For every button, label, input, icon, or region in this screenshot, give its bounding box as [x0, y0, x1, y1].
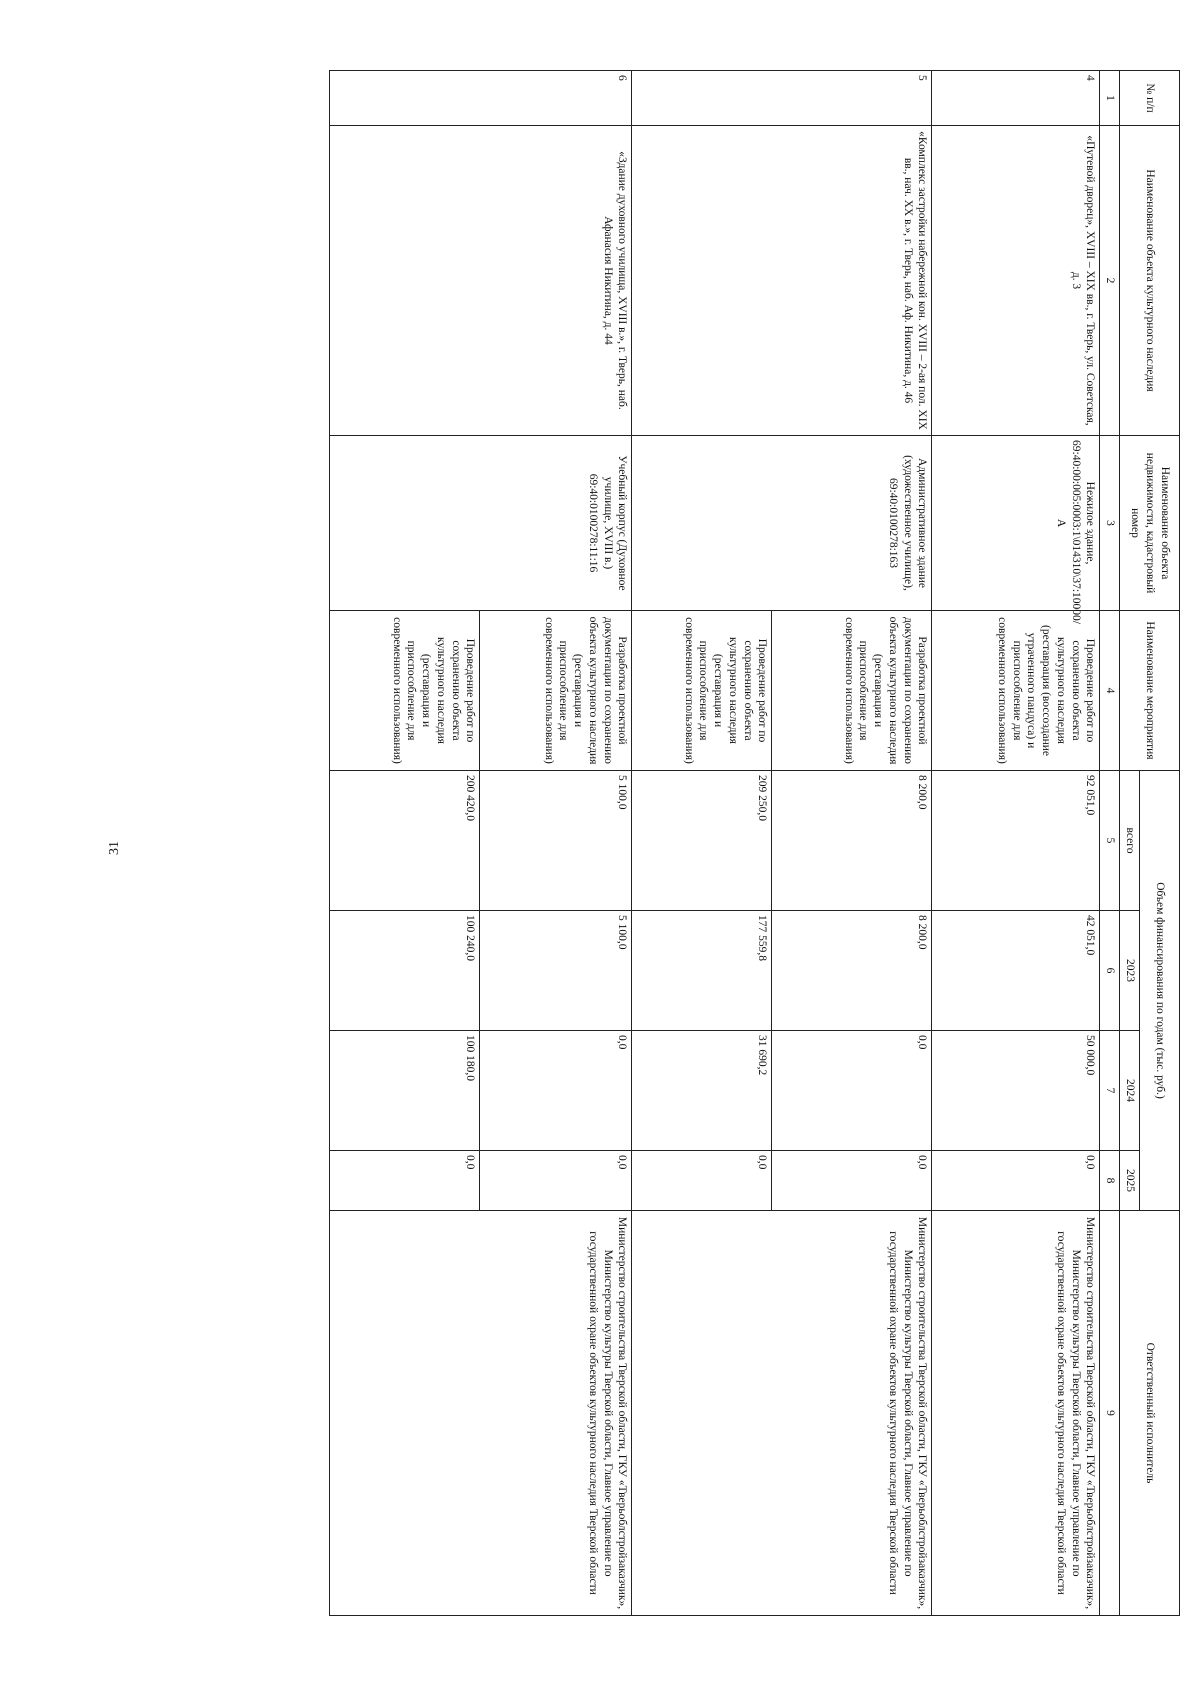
row-number: 6	[330, 71, 632, 126]
object-name: «Комплекс застройки набережной кон. XVIII – 2-ая пол. XIX вв., нач. XX в.», г. Тверь, наб. Аф. Никитина, д. 46	[632, 126, 932, 436]
executor: Министерство строительства Тверской области, ГКУ «Тверьоблстройзаказчик», Министерство культуры Тверской области, Главное управление по государственной охране объектов культурного наследия Тверской области	[632, 1211, 932, 1616]
amount-2025: 0,0	[932, 1151, 1100, 1211]
row-number: 5	[632, 71, 932, 126]
document-sheet	[170, 70, 1180, 1615]
amount-total: 92 051,0	[932, 771, 1100, 911]
amount-2025: 0,0	[772, 1151, 932, 1211]
header-property: Наименование объекта недвижимости, кадастровый номер	[1120, 436, 1180, 611]
amount-2024: 0,0	[772, 1031, 932, 1151]
amount-total: 200 420,0	[330, 771, 480, 911]
header-2023: 2023	[1120, 911, 1140, 1031]
index-cell: 2	[1100, 126, 1120, 436]
event-name: Разработка проектной документации по сохранению объекта культурного наследия (реставрация и приспособление для современного использования)	[772, 611, 932, 771]
amount-2023: 177 559,8	[632, 911, 772, 1031]
amount-2023: 5 100,0	[480, 911, 632, 1031]
amount-2025: 0,0	[632, 1151, 772, 1211]
object-name: «Здание духовного училища, XVIII в.», г. Тверь, наб. Афанасия Никитина, д. 44	[330, 126, 632, 436]
header-executor: Ответственный исполнитель	[1120, 1211, 1180, 1616]
page-number: 31	[107, 841, 122, 855]
property-name: Нежилое здание, 69:40:00:005:0003:1\014310\37:10000/А	[932, 436, 1100, 611]
header-2024: 2024	[1120, 1031, 1140, 1151]
header-event: Наименование мероприятия	[1120, 611, 1180, 771]
index-cell: 4	[1100, 611, 1120, 771]
object-name: «Путевой дворец», XVIII – XIX вв., г. Тверь, ул. Советская, д. 3	[932, 126, 1100, 436]
event-name: Проведение работ по сохранению объекта культурного наследия (реставрация и приспособление для современного использования)	[330, 611, 480, 771]
amount-total: 8 200,0	[772, 771, 932, 911]
amount-2025: 0,0	[330, 1151, 480, 1211]
amount-total: 5 100,0	[480, 771, 632, 911]
executor: Министерство строительства Тверской области, ГКУ «Тверьоблстройзаказчик», Министерство культуры Тверской области, Главное управление по государственной охране объектов культурного наследия Тверской области	[330, 1211, 632, 1616]
table-row	[932, 71, 1100, 1616]
index-cell: 3	[1100, 436, 1120, 611]
header-finance: Объем финансирования по годам (тыс. руб.)	[1140, 771, 1180, 1211]
table-row	[480, 71, 632, 1616]
financing-table	[329, 70, 1180, 1616]
amount-2024: 0,0	[480, 1031, 632, 1151]
index-cell: 9	[1100, 1211, 1120, 1616]
amount-2025: 0,0	[480, 1151, 632, 1211]
header-2025: 2025	[1120, 1151, 1140, 1211]
header-num: № п/п	[1120, 71, 1180, 126]
row-number: 4	[932, 71, 1100, 126]
amount-2023: 42 051,0	[932, 911, 1100, 1031]
amount-2024: 31 690,2	[632, 1031, 772, 1151]
property-name: Административное здание (художественное училище), 69:40:0100278:163	[632, 436, 932, 611]
property-name: Учебный корпус (Духовное училище, XVIII в.) 69:40:0100278:11:16	[330, 436, 632, 611]
event-name: Проведение работ по сохранению объекта культурного наследия (реставрация (воссоздание утраченного пандуса) и приспособление для современного использования)	[932, 611, 1100, 771]
table-row	[772, 71, 932, 1616]
header-object: Наименование объекта культурного наследия	[1120, 126, 1180, 436]
index-cell: 8	[1100, 1151, 1120, 1211]
header-total: всего	[1120, 771, 1140, 911]
amount-2024: 50 000,0	[932, 1031, 1100, 1151]
index-cell: 5	[1100, 771, 1120, 911]
event-name: Разработка проектной документации по сохранению объекта культурного наследия (реставрация и приспособление для современного использования)	[480, 611, 632, 771]
executor: Министерство строительства Тверской области, ГКУ «Тверьоблстройзаказчик», Министерство культуры Тверской области, Главное управление по государственной охране объектов культурного наследия Тверской области	[932, 1211, 1100, 1616]
column-index-row	[1100, 71, 1120, 1616]
index-cell: 6	[1100, 911, 1120, 1031]
amount-2023: 100 240,0	[330, 911, 480, 1031]
event-name: Проведение работ по сохранению объекта культурного наследия (реставрация и приспособление для современного использования)	[632, 611, 772, 771]
index-cell: 7	[1100, 1031, 1120, 1151]
amount-2024: 100 180,0	[330, 1031, 480, 1151]
amount-2023: 8 200,0	[772, 911, 932, 1031]
amount-total: 209 250,0	[632, 771, 772, 911]
index-cell: 1	[1100, 71, 1120, 126]
